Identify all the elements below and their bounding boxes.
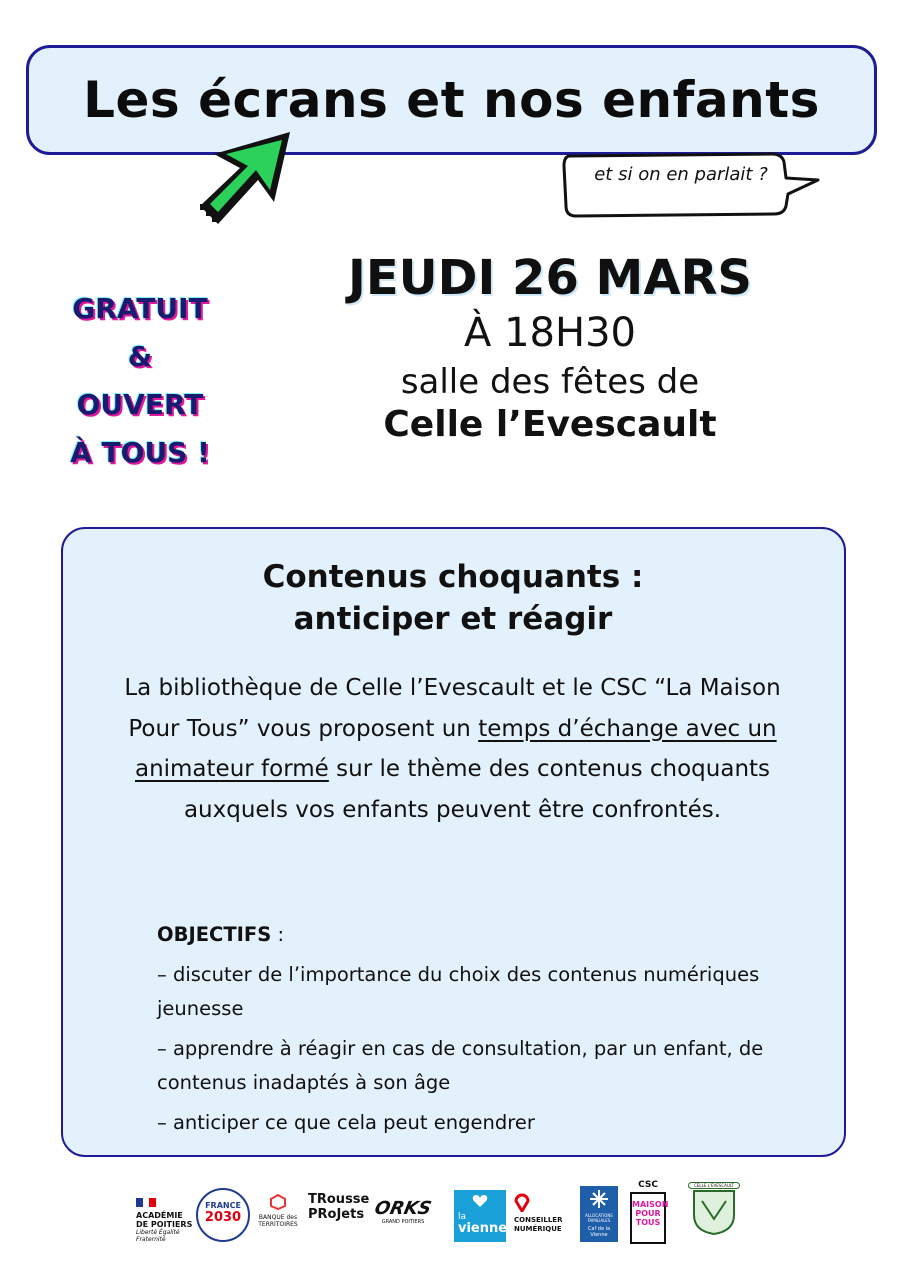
event-venue: salle des fêtes de [400,362,700,402]
snowflake-icon [589,1189,609,1209]
logo-conseiller-text: CONSEILLER NUMÉRIQUE [514,1216,563,1233]
event-town: Celle l’Evescault [383,404,717,445]
logo-celle-evescault [688,1182,740,1244]
logo-orks [366,1198,440,1225]
partner-logos [130,1178,770,1250]
intro-underlined: temps d’échange avec un animateur formé [134,715,777,782]
intro-paragraph [120,668,785,830]
logo-france-2030-a: FRANCE [205,1201,241,1210]
logo-orks-sub: GRAND POITIERS [381,1219,425,1225]
speech-bubble [560,150,822,220]
logo-celle-text: CELLE L'EVESCAULT [688,1182,740,1189]
logo-vienne-a: la [458,1212,467,1222]
logo-la-vienne [454,1190,506,1242]
location-pin-icon [514,1192,530,1212]
objectives-section [157,918,807,1140]
logo-maison-pour-tous [630,1180,669,1244]
hexagon-icon [270,1194,286,1210]
page-title: Les écrans et nos enfants [83,71,820,129]
logo-academie-text: ACADÉMIE DE POITIERS [136,1211,193,1229]
flag-icon [136,1198,156,1207]
logo-academie [136,1192,196,1243]
speech-bubble-text: et si on en parlait ? [594,164,768,185]
logo-trousse-b: PRoJets [308,1207,365,1222]
logo-trousse-projets [308,1192,370,1222]
logo-academie-motto: Liberté Égalité Fraternité [136,1229,180,1243]
logo-csc-text: CSC [638,1180,658,1190]
logo-orks-text: ORKS [372,1198,434,1219]
event-info [280,250,820,445]
event-time: À 18H30 [464,310,636,356]
logo-france-2030-b: 2030 [204,1210,242,1225]
objective-item: – discuter de l’importance du choix des contenus numériques jeunesse [157,963,760,1020]
objectives-label: OBJECTIFS [157,923,272,946]
logo-vienne-b: vienne [458,1221,508,1236]
logo-caf-b: Caf de la Vienne [587,1226,611,1238]
logo-banque-territoires [254,1194,302,1228]
logo-france-2030 [196,1188,250,1242]
logo-conseiller-numerique [514,1192,574,1234]
objective-item: – anticiper ce que cela peut engendrer [157,1111,535,1134]
free-open-badge: GRATUIT & OUVERT À TOUS ! [70,292,210,469]
content-title: Contenus choquants : anticiper et réagir [262,559,644,637]
logo-banque-text: BANQUE des TERRITOIRES [258,1214,298,1228]
intro-text-1: La bibliothèque de Celle l’Evescault et le CSC “La Maison Pour Tous” vous proposent un [124,675,781,742]
pixel-cursor-icon [194,132,294,228]
heart-icon [472,1194,488,1208]
objectives-heading [157,918,807,952]
title-banner [26,45,877,155]
logo-maison-text: MAISON POUR TOUS [632,1200,669,1227]
objectives-separator: : [271,923,285,946]
objective-item: – apprendre à réagir en cas de consultation, par un enfant, de contenus inadaptés à son âge [157,1037,764,1094]
event-date: JEUDI 26 MARS [348,250,752,306]
coat-of-arms-icon [692,1189,736,1235]
logo-caf [580,1186,618,1242]
logo-trousse-a: TRousse [308,1192,370,1207]
intro-text-2: sur le thème des contenus choquants auxquels vos enfants peuvent être confrontés. [183,756,771,823]
logo-caf-a: ALLOCATIONS FAMILIALES [585,1213,613,1223]
